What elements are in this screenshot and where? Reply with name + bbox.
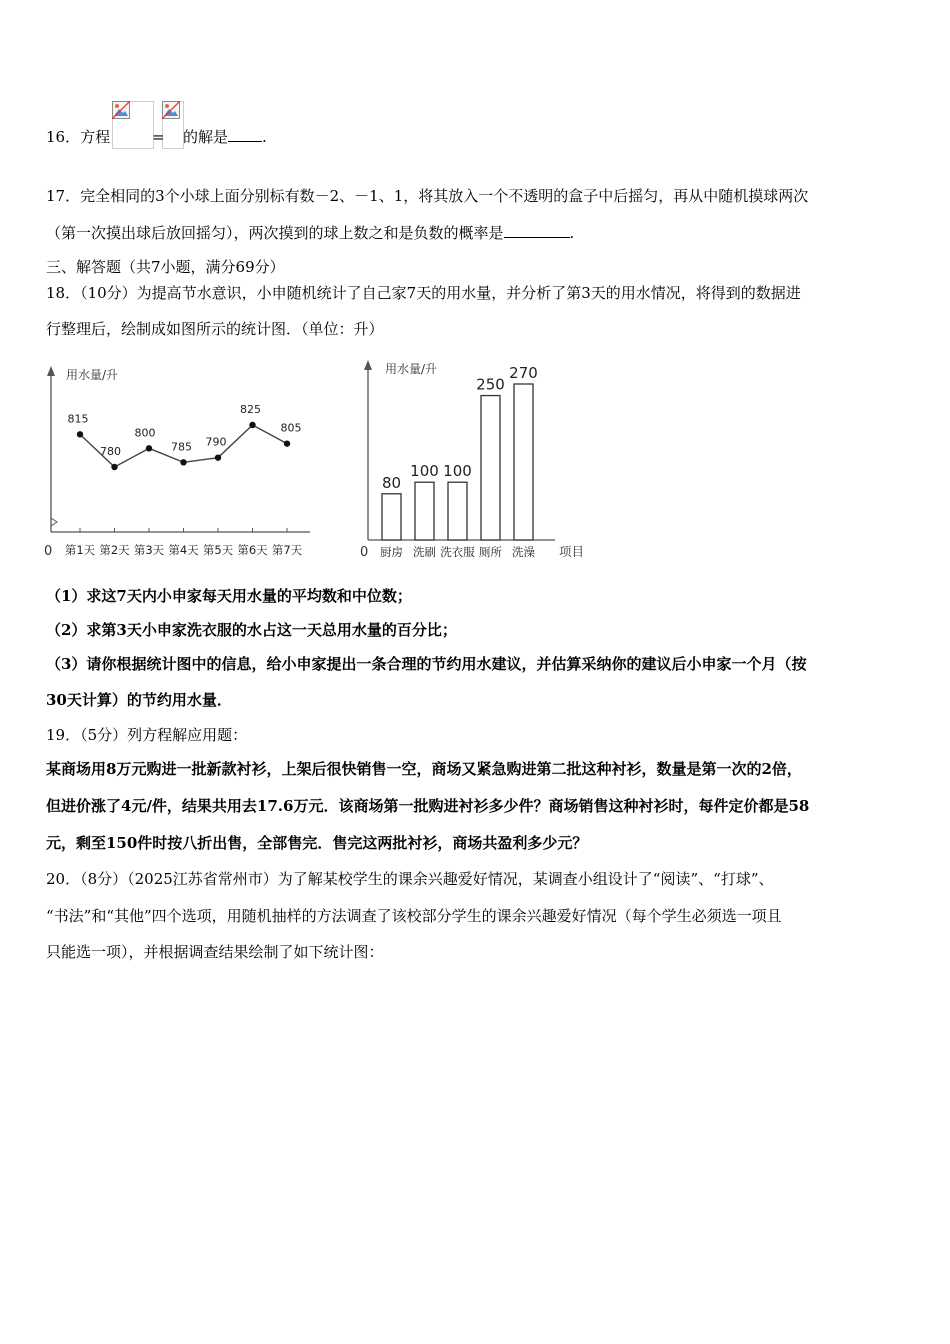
- q16-equals: =: [152, 128, 165, 146]
- x-axis-label: 项目: [559, 544, 585, 559]
- q17-line2-text: （第一次摸出球后放回摇匀），两次摸到的球上数之和是负数的概率是: [46, 224, 504, 242]
- data-point: [284, 440, 290, 446]
- y-axis-label: 用水量/升: [66, 368, 119, 382]
- q17-line1: 17．完全相同的3个小球上面分别标有数－2、－1、1，将其放入一个不透明的盒子中后摇匀，再从中随机摸球两次: [46, 187, 809, 205]
- equation-image-right: [162, 101, 184, 149]
- q16-tail: [183, 126, 267, 148]
- bar-value-label: 80: [381, 473, 402, 492]
- q17-line2: [46, 222, 574, 244]
- x-tick-label: 第7天: [271, 543, 303, 557]
- q18-sub1: （1）求这7天内小申家每天用水量的平均数和中位数；: [46, 587, 412, 605]
- data-point: [215, 454, 221, 460]
- q18-line1: 18．（10分）为提高节水意识，小申随机统计了自己家7天的用水量，并分析了第3天的用水情况，将得到的数据进: [46, 284, 801, 302]
- bar: [481, 396, 500, 540]
- x-tick-label: 第5天: [202, 543, 234, 557]
- x-tick-label: 第3天: [133, 543, 165, 557]
- q16-number: 16．方程: [46, 128, 111, 146]
- answer-blank: [504, 237, 570, 238]
- bar-chart: [355, 352, 595, 565]
- data-point: [77, 431, 83, 437]
- data-point: [249, 422, 255, 428]
- bar: [382, 494, 401, 540]
- q19-line3: 但进价涨了4元/件，结果共用去17.6万元．该商场第一批购进衬衫多少件？商场销售这种衬衫时，每件定价都是58: [46, 797, 810, 815]
- x-tick-label: 洗衣服: [440, 545, 475, 559]
- q16-tail-text: 的解是: [183, 128, 229, 146]
- section-heading: 三、解答题（共7小题，满分69分）: [46, 258, 285, 276]
- q19-line2: 某商场用8万元购进一批新款衬衫，上架后很快销售一空，商场又紧急购进第二批这种衬衫，数量是第一次的2倍，: [46, 760, 802, 778]
- x-tick-label: 洗刷: [413, 545, 436, 559]
- bar-value-label: 250: [476, 375, 505, 394]
- q18-line2: 行整理后，绘制成如图所示的统计图．（单位：升）: [46, 320, 384, 338]
- x-tick-label: 洗澡: [512, 545, 535, 559]
- bar-value-label: 100: [410, 462, 439, 481]
- bar-value-label: 100: [443, 462, 472, 481]
- bar: [448, 482, 467, 540]
- q18-sub3a: （3）请你根据统计图中的信息，给小申家提出一条合理的节约用水建议，并估算采纳你的建议后小申家一个月（按: [46, 655, 807, 673]
- broken-image-icon: [162, 101, 180, 119]
- q19-line4: 元，剩至150件时按八折出售，全部售完．售完这两批衬衫，商场共盈利多少元？: [46, 834, 588, 852]
- q17-line2-end: .: [569, 224, 575, 242]
- data-point: [180, 459, 186, 465]
- origin-label: 0: [44, 544, 53, 559]
- q18-sub3b: 30天计算）的节约用水量．: [46, 691, 232, 709]
- y-axis-label: 用水量/升: [385, 362, 438, 376]
- q20-line3: 只能选一项），并根据调查结果绘制了如下统计图：: [46, 943, 384, 961]
- x-tick-label: 第4天: [168, 543, 199, 557]
- data-point: [146, 445, 152, 451]
- q20-line1: 20．（8分）（2025江苏省常州市）为了解某校学生的课余兴趣爱好情况，某调查小组设计了“阅读”、“打球”、: [46, 870, 774, 888]
- bar: [415, 482, 434, 540]
- data-label: 800: [134, 426, 156, 440]
- origin-label: 0: [360, 545, 369, 560]
- x-tick-label: 厕所: [479, 545, 502, 559]
- bar: [514, 384, 533, 540]
- data-point: [111, 464, 117, 470]
- y-axis-arrow: [364, 360, 372, 370]
- line-chart: [40, 360, 320, 565]
- x-tick-label: 第2天: [99, 543, 130, 557]
- data-label: 790: [205, 435, 227, 449]
- x-tick-label: 厨房: [380, 545, 403, 559]
- bar-value-label: 270: [509, 364, 538, 382]
- data-label: 825: [240, 403, 261, 416]
- answer-blank: [228, 141, 262, 142]
- data-label: 805: [280, 421, 302, 435]
- q16-end: .: [262, 128, 267, 146]
- data-label: 785: [171, 440, 192, 454]
- data-label: 780: [100, 445, 121, 458]
- axis-break-mark: [51, 518, 57, 526]
- data-label: 815: [67, 412, 89, 426]
- x-tick-label: 第6天: [237, 543, 268, 557]
- y-axis-arrow: [47, 366, 55, 376]
- equation-image-left: [112, 101, 154, 149]
- q19-line1: 19．（5分）列方程解应用题：: [46, 726, 248, 744]
- q20-line2: “书法”和“其他”四个选项，用随机抽样的方法调查了该校部分学生的课余兴趣爱好情况（每个学生必须选一项且: [46, 907, 782, 925]
- q18-sub2: （2）求第3天小申家洗衣服的水占这一天总用水量的百分比；: [46, 621, 457, 639]
- broken-image-icon: [112, 101, 130, 119]
- x-tick-label: 第1天: [64, 543, 96, 557]
